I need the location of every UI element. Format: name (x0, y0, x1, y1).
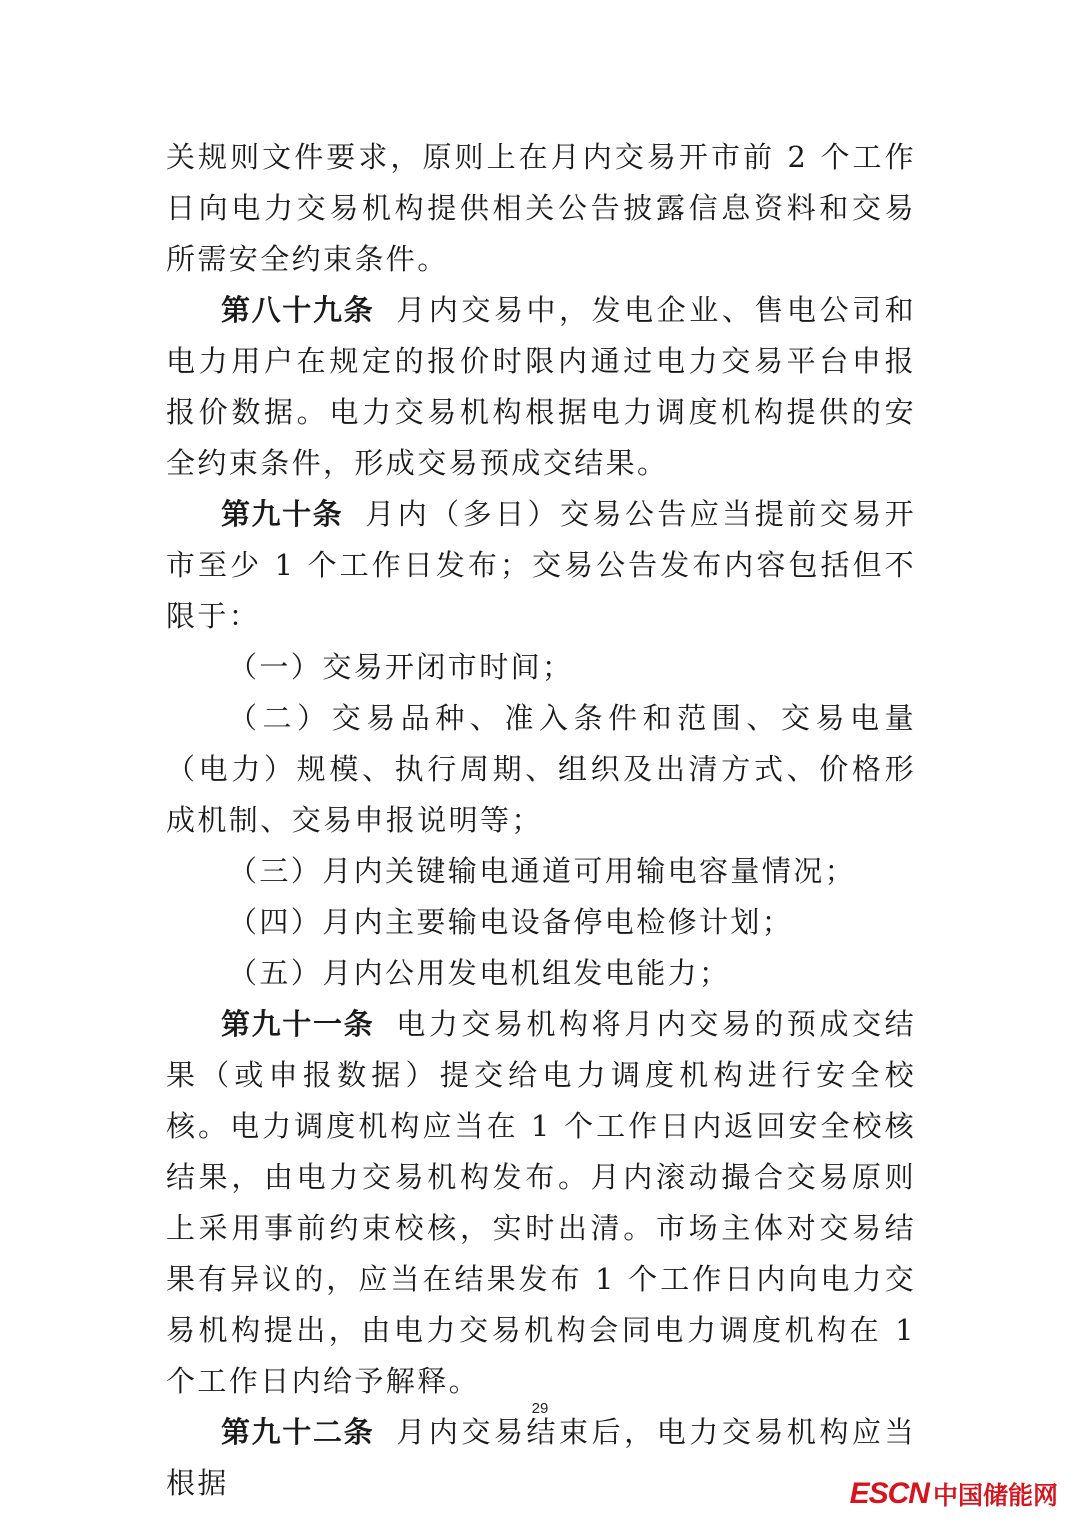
watermark-logo (850, 1476, 1058, 1512)
document-body (166, 132, 916, 1509)
watermark-name: 中国储能网 (932, 1481, 1058, 1510)
list-item-text: （四）月内主要输电设备停电检修计划； (228, 905, 794, 939)
paragraph-continuation (166, 132, 916, 285)
list-item (166, 897, 916, 948)
paragraph-text: 关规则文件要求，原则上在月内交易开市前 2 个工作日向电力交易机构提供相关公告披露信息资料和交易所需安全约束条件。 (166, 140, 916, 276)
list-item-text: （五）月内公用发电机组发电能力； (228, 956, 731, 990)
article-text: 电力交易机构将月内交易的预成交结果（或申报数据）提交给电力调度机构进行安全校核。电力调度机构应当在 1 个工作日内返回安全校核结果，由电力交易机构发布。月内滚动撮合交易原则上采用事前约束校核，实时出清。市场主体对交易结果有异议的，应当在结果发布 1 个工作日内向电力交易机构提出，由电力交易机构会同电力调度机构在 1 个工作日内给予解释。 (166, 1007, 916, 1398)
article-text: 月内交易中，发电企业、售电公司和电力用户在规定的报价时限内通过电力交易平台申报报价数据。电力交易机构根据电力调度机构提供的安全约束条件，形成交易预成交结果。 (166, 293, 916, 480)
page-number: 29 (531, 1400, 549, 1417)
article-heading: 第九十条 (221, 497, 344, 531)
article-90 (166, 489, 916, 642)
list-item-text: （三）月内关键输电通道可用输电容量情况； (228, 854, 857, 888)
list-item (166, 948, 916, 999)
list-item (166, 642, 916, 693)
article-89 (166, 285, 916, 489)
watermark-brand: ESCN (849, 1477, 929, 1510)
list-item (166, 693, 916, 846)
article-text: 月内（多日）交易公告应当提前交易开市至少 1 个工作日发布；交易公告发布内容包括但不限于： (166, 497, 916, 633)
list-item-text: （二）交易品种、准入条件和范围、交易电量（电力）规模、执行周期、组织及出清方式、价格形成机制、交易申报说明等； (166, 701, 916, 837)
article-heading: 第九十二条 (221, 1415, 375, 1449)
article-heading: 第九十一条 (221, 1007, 375, 1041)
article-text: 月内交易结束后，电力交易机构应当根据 (166, 1415, 916, 1500)
article-heading: 第八十九条 (221, 293, 375, 327)
list-item (166, 846, 916, 897)
article-92 (166, 1407, 916, 1509)
list-item-text: （一）交易开闭市时间； (228, 650, 574, 684)
article-91 (166, 999, 916, 1407)
